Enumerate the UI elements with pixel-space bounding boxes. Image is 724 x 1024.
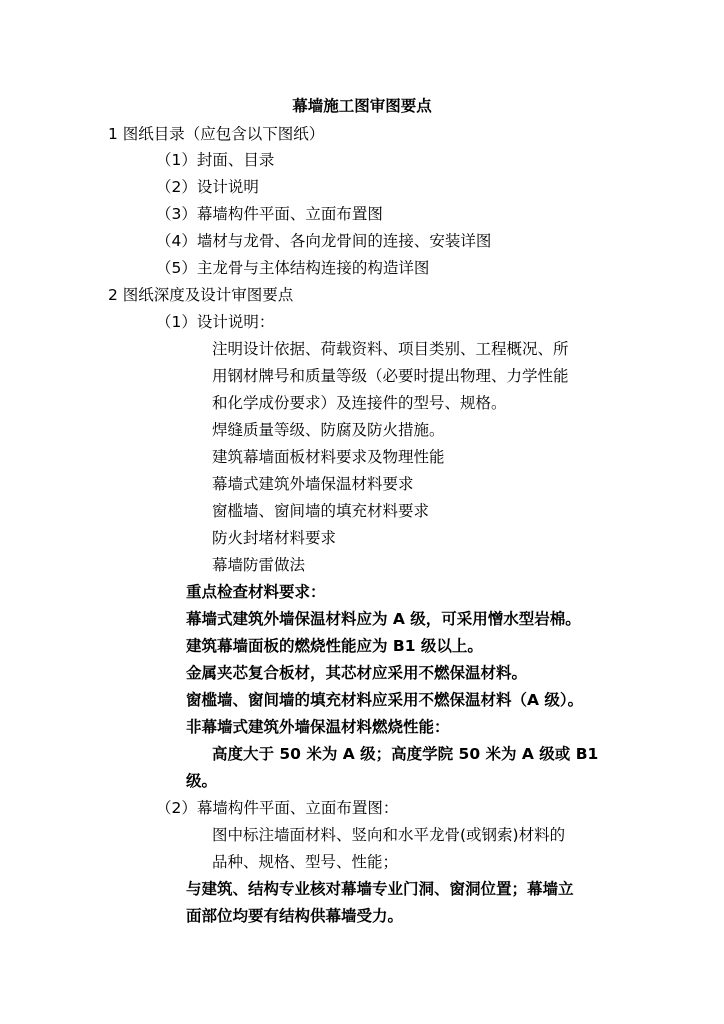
document-title: 幕墙施工图审图要点 <box>292 97 432 115</box>
design-note-line: 幕墙式建筑外墙保温材料要求 <box>212 475 414 493</box>
section-1-item: （5）主龙骨与主体结构连接的构造详图 <box>156 259 430 277</box>
design-note-line: 焊缝质量等级、防腐及防火措施。 <box>212 421 445 439</box>
key-point-line: 金属夹芯复合板材，其芯材应采用不燃保温材料。 <box>186 664 528 682</box>
layout-note-line: 品种、规格、型号、性能； <box>212 853 399 871</box>
subsection-1-heading: （1）设计说明： <box>156 313 275 331</box>
design-note-line: 注明设计依据、荷载资料、项目类别、工程概况、所 <box>212 340 569 358</box>
key-point-line: 重点检查材料要求： <box>186 583 326 601</box>
layout-note-line: 图中标注墙面材料、竖向和水平龙骨(或钢索)材料的 <box>212 826 566 844</box>
final-note-line: 面部位均要有结构供幕墙受力。 <box>186 907 404 925</box>
section-2-heading: 2 图纸深度及设计审图要点 <box>108 286 294 304</box>
section-1-heading: 1 图纸目录（应包含以下图纸） <box>108 125 325 143</box>
design-note-line: 幕墙防雷做法 <box>212 556 306 574</box>
design-note-line: 窗槛墙、窗间墙的填充材料要求 <box>212 502 430 520</box>
key-point-line: 幕墙式建筑外墙保温材料应为 A 级，可采用憎水型岩棉。 <box>186 610 581 628</box>
final-note-line: 与建筑、结构专业核对幕墙专业门洞、窗洞位置；幕墙立 <box>186 880 574 898</box>
design-note-line: 防火封堵材料要求 <box>212 529 337 547</box>
key-point-line: 窗槛墙、窗间墙的填充材料应采用不燃保温材料（A 级）。 <box>186 691 584 709</box>
section-1-item: （2）设计说明 <box>156 178 259 196</box>
section-1-item: （3）幕墙构件平面、立面布置图 <box>156 205 383 223</box>
height-requirement-line: 级。 <box>186 772 218 790</box>
key-point-line: 非幕墙式建筑外墙保温材料燃烧性能： <box>186 718 450 736</box>
subsection-2-heading: （2）幕墙构件平面、立面布置图： <box>156 799 399 817</box>
design-note-line: 和化学成份要求）及连接件的型号、规格。 <box>212 394 507 412</box>
key-point-line: 建筑幕墙面板的燃烧性能应为 B1 级以上。 <box>186 637 483 655</box>
design-note-line: 用钢材牌号和质量等级（必要时提出物理、力学性能 <box>212 367 569 385</box>
design-note-line: 建筑幕墙面板材料要求及物理性能 <box>212 448 445 466</box>
section-1-item: （1）封面、目录 <box>156 151 275 169</box>
section-1-item: （4）墙材与龙骨、各向龙骨间的连接、安装详图 <box>156 232 492 250</box>
height-requirement-line: 高度大于 50 米为 A 级；高度学院 50 米为 A 级或 B1 <box>212 745 599 763</box>
